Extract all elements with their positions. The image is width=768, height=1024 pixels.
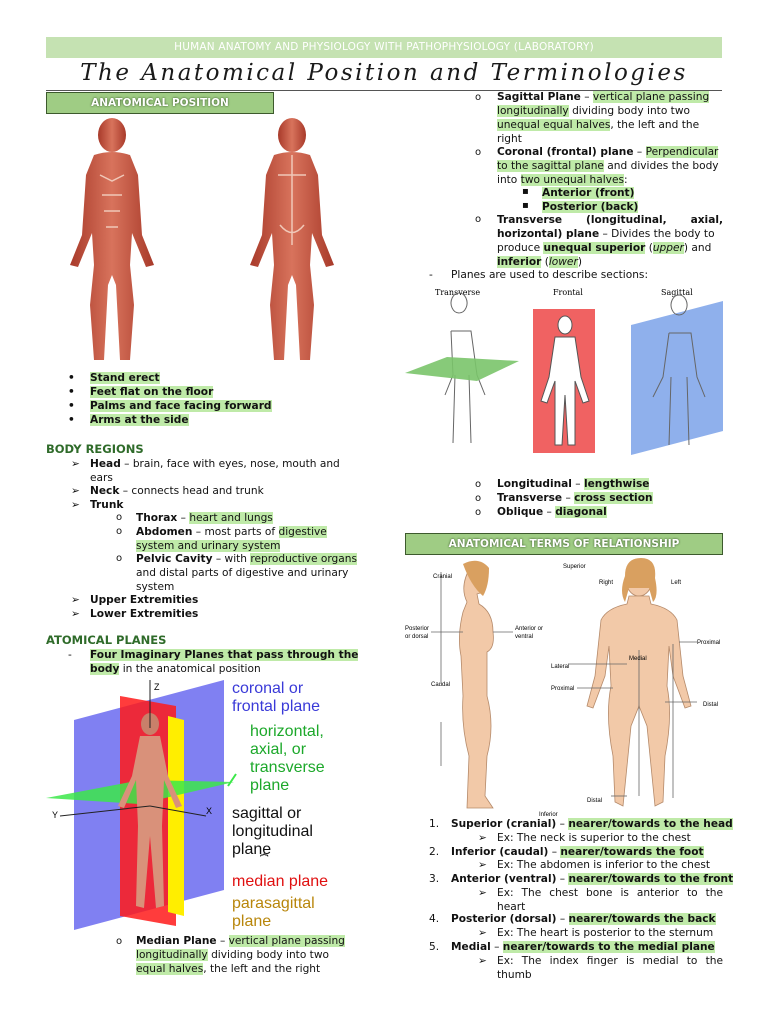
label-parasagittal: parasagittal [232, 895, 315, 912]
circle-bullet: o [116, 512, 123, 523]
bullet-dot: • [68, 386, 75, 398]
label-horizontal-4: plane [250, 777, 290, 794]
label-superior: Superior [563, 564, 586, 570]
arrow-bullet: ➢ [478, 927, 487, 939]
anatomical-planes-heading: ATOMICAL PLANES [46, 633, 167, 647]
median-plane-text: Median Plane – vertical plane passing [136, 935, 345, 947]
bullet-dot: • [68, 400, 75, 412]
label-inferior: Inferior [539, 812, 558, 818]
example-superior: Ex: The neck is superior to the chest [497, 832, 691, 844]
coronal-plane-text-3: into two unequal halves: [497, 174, 628, 186]
label-sagittal-3: plane [232, 841, 272, 858]
label-proximal-left: Proximal [551, 686, 575, 692]
label-caudal: Caudal [431, 682, 451, 688]
arrow-bullet: ➢ [478, 955, 487, 967]
page-title: The Anatomical Position and Terminologies [80, 60, 688, 86]
term-medial: Medial – nearer/towards to the medial plane [451, 941, 715, 953]
position-bullet-3: Palms and face facing forward [90, 400, 272, 412]
sagittal-plane-text-4: right [497, 133, 522, 145]
circle-bullet: o [475, 214, 482, 225]
label-parasagittal-2: plane [232, 913, 272, 930]
circle-bullet: o [116, 553, 123, 564]
circle-bullet: o [475, 92, 482, 103]
list-number-1: 1. [429, 818, 440, 830]
label-anterior: Anterior or [515, 626, 544, 632]
square-bullet: ▪ [522, 186, 529, 197]
example-posterior: Ex: The heart is posterior to the sternum [497, 927, 714, 939]
four-planes-text-cont: body in the anatomical position [90, 663, 261, 675]
arrow-bullet: ➢ [71, 485, 80, 497]
label-anterior-2: ventral [515, 634, 534, 640]
arrow-bullet: ➢ [71, 499, 80, 511]
label-proximal-right: Proximal [697, 640, 721, 646]
label-posterior: Posterior [405, 626, 430, 632]
region-pelvic: Pelvic Cavity – with reproductive organs [136, 553, 357, 565]
example-medial: Ex: The index finger is medial to the [497, 955, 723, 967]
region-lower-extremities: Lower Extremities [90, 608, 199, 620]
sagittal-section-plane [631, 301, 723, 455]
example-anterior: Ex: The chest bone is anterior to the [497, 887, 723, 899]
section-box-anatomical-position: ANATOMICAL POSITION [46, 92, 274, 114]
bullet-dot: • [68, 414, 75, 426]
label-medial: Medial [629, 656, 647, 662]
axis-label-y: Y [52, 810, 59, 820]
label-horizontal-2: axial, or [250, 741, 307, 758]
circle-bullet: o [475, 507, 482, 518]
label-coronal-2: frontal plane [232, 698, 321, 715]
list-number-2: 2. [429, 846, 440, 858]
dash-bullet: - [68, 649, 72, 661]
example-medial-2: thumb [497, 969, 532, 981]
label-median: median plane [232, 873, 329, 890]
coronal-sub-anterior: Anterior (front) [542, 187, 635, 199]
axis-label-z: Z [154, 682, 160, 692]
arrow-bullet: ➢ [478, 832, 487, 844]
region-abdomen-cont: system and urinary system [136, 540, 281, 552]
label-posterior-2: or dorsal [405, 634, 429, 640]
side-view-woman [459, 565, 493, 808]
list-number-4: 4. [429, 913, 440, 925]
circle-bullet: o [116, 526, 123, 537]
transverse-section-plane [405, 357, 519, 381]
region-trunk: Trunk [90, 499, 124, 511]
position-bullet-1: Stand erect [90, 372, 160, 384]
bullet-dot: • [68, 372, 75, 384]
front-muscle-figure [70, 118, 154, 360]
term-inferior: Inferior (caudal) – nearer/towards the foot [451, 846, 704, 858]
transverse-plane-text-3: produce unequal superior (upper) and [497, 242, 712, 254]
square-bullet: ▪ [522, 200, 529, 211]
axis-label-x: X [206, 806, 213, 816]
circle-bullet: o [116, 936, 123, 947]
planes-sections-text: Planes are used to describe sections: [451, 269, 649, 281]
four-planes-text: Four Imaginary Planes that pass through the [90, 649, 359, 661]
arrow-bullet: ➢ [71, 608, 80, 620]
back-muscle-figure [250, 118, 334, 360]
label-sagittal-section: Sagittal [661, 288, 693, 297]
arrow-bullet: ➢ [478, 859, 487, 871]
label-transverse-section: Transverse [435, 288, 481, 297]
label-cranial: Cranial [433, 574, 453, 580]
region-pelvic-cont2: system [136, 581, 175, 593]
region-abdomen: Abdomen – most parts of digestive [136, 526, 327, 538]
term-posterior: Posterior (dorsal) – nearer/towards the back [451, 913, 716, 925]
median-plane-text-2: longitudinally dividing body into two [136, 949, 329, 961]
body-regions-heading: BODY REGIONS [46, 442, 144, 456]
label-frontal-section: Frontal [553, 288, 583, 297]
anatomical-position-figure [46, 115, 372, 370]
region-neck: Neck – connects head and trunk [90, 485, 264, 497]
longitudinal-text: Longitudinal – lengthwise [497, 478, 650, 490]
region-head: Head – brain, face with eyes, nose, mouth and [90, 458, 340, 470]
brace-symbol: ⏞ [260, 854, 269, 870]
region-head-cont: ears [90, 472, 113, 484]
transverse-plane-text-4: inferior (lower) [497, 256, 582, 268]
label-lateral: Lateral [551, 664, 570, 670]
body-planes-figure [46, 676, 376, 932]
coronal-sub-posterior: Posterior (back) [542, 201, 639, 213]
coronal-plane-text: Coronal (frontal) plane – Perpendicular [497, 146, 719, 158]
example-anterior-2: heart [497, 901, 526, 913]
label-coronal: coronal or [232, 680, 304, 697]
directional-terms-figure [401, 556, 725, 818]
label-sagittal-2: longitudinal [232, 823, 313, 840]
term-anterior: Anterior (ventral) – nearer/towards to the front [451, 873, 734, 885]
dash-bullet: - [429, 269, 433, 281]
arrow-bullet: ➢ [478, 887, 487, 899]
course-banner: HUMAN ANATOMY AND PHYSIOLOGY WITH PATHOPHYSIOLOGY (LABORATORY) [46, 37, 722, 58]
example-inferior: Ex: The abdomen is inferior to the chest [497, 859, 711, 871]
circle-bullet: o [475, 493, 482, 504]
sagittal-plane-text: Sagittal Plane – vertical plane passing [497, 91, 710, 103]
oblique-text: Oblique – diagonal [497, 506, 607, 518]
term-superior: Superior (cranial) – nearer/towards to the head [451, 818, 733, 830]
coronal-plane-text-2: to the sagittal plane and divides the body [497, 160, 719, 172]
list-number-5: 5. [429, 941, 440, 953]
section-box-terms-of-relationship: ANATOMICAL TERMS OF RELATIONSHIP [405, 533, 723, 555]
label-left: Left [671, 580, 682, 586]
label-distal-right: Distal [703, 702, 719, 708]
sagittal-plane-text-3: unequal equal halves, the left and the [497, 119, 700, 131]
position-bullet-2: Feet flat on the floor [90, 386, 214, 398]
circle-bullet: o [475, 479, 482, 490]
label-horizontal-3: transverse [250, 759, 325, 776]
horizontal-pointer [228, 774, 236, 786]
label-right: Right [599, 580, 614, 586]
parasagittal-plane-shape [168, 716, 184, 916]
label-horizontal: horizontal, [250, 723, 324, 740]
transverse-plane-text: Transverse (longitudinal, axial, [497, 214, 723, 226]
circle-bullet: o [475, 147, 482, 158]
sagittal-plane-text-2: longitudinally dividing body into two [497, 105, 690, 117]
region-upper-extremities: Upper Extremities [90, 594, 199, 606]
label-distal: Distal [587, 798, 603, 804]
arrow-bullet: ➢ [71, 458, 80, 470]
list-number-3: 3. [429, 873, 440, 885]
region-thorax: Thorax – heart and lungs [136, 512, 273, 524]
position-bullet-4: Arms at the side [90, 414, 189, 426]
transverse-section-text: Transverse – cross section [497, 492, 653, 504]
region-pelvic-cont: and distal parts of digestive and urinary [136, 567, 349, 579]
median-plane-text-3: equal halves, the left and the right [136, 963, 321, 975]
arrow-bullet: ➢ [71, 594, 80, 606]
section-planes-figure [405, 285, 725, 457]
transverse-plane-text-2: horizontal) plane – Divides the body to [497, 228, 715, 240]
label-sagittal: sagittal or [232, 805, 302, 822]
